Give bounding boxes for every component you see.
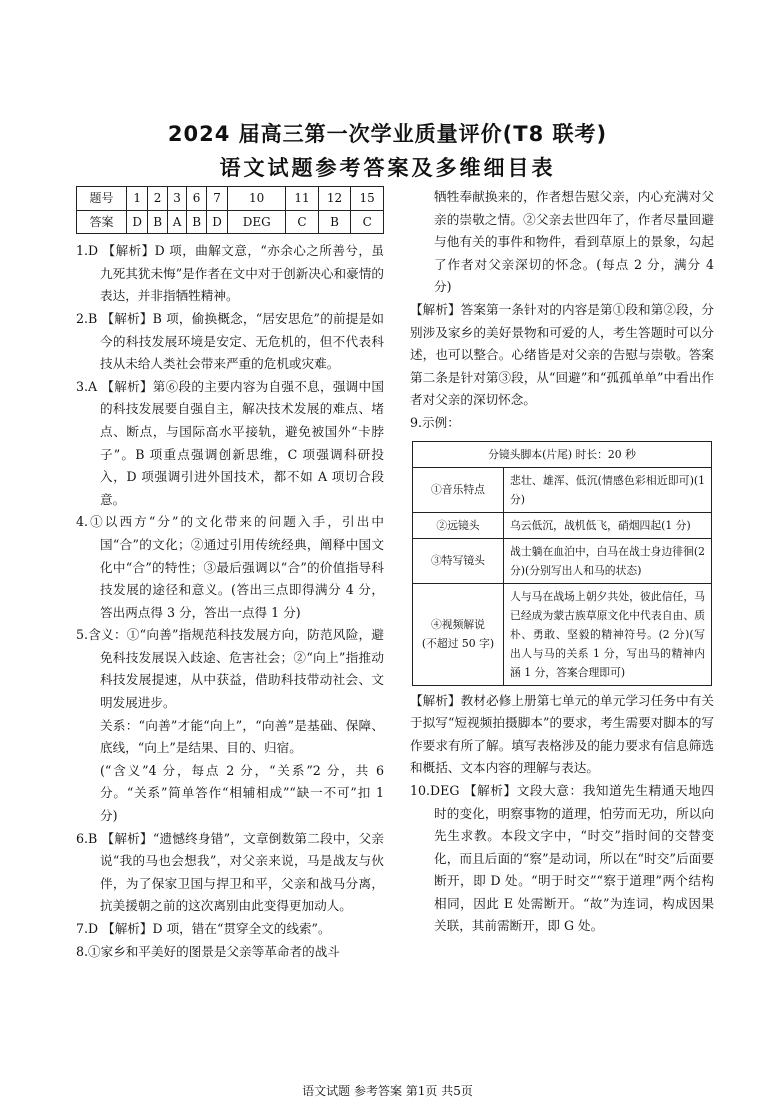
question-number: 3: [167, 187, 186, 211]
row-label-number: 题号: [77, 187, 127, 211]
answer-q2: 2.B 【解析】B 项，偷换概念，“居安思危”的前提是如今的科技发展环境是安定、无危机的，但不代表科技从未给人类社会带来严重的危机或灾难。: [76, 310, 384, 372]
page-title: 2024 届高三第一次学业质量评价(T8 联考): [167, 122, 608, 146]
answer-q7: 7.D 【解析】D 项，错在“贯穿全文的线索”。: [76, 921, 331, 936]
storyboard-row-label: ②远镜头: [413, 512, 504, 538]
storyboard-row: [413, 512, 712, 538]
answer-table-number-row: [77, 187, 384, 211]
answer-cell: A: [167, 210, 186, 234]
page-footer: 语文试题 参考答案 第1页 共5页: [302, 1084, 473, 1098]
left-column: [76, 186, 384, 963]
storyboard-row: [413, 467, 712, 512]
answer-q3: 3.A 【解析】第⑥段的主要内容为自强不息，强调中国的科技发展要自强自主，解决技术发展的难点、堵点、断点，与国际高水平接轨，避免被国外“卡脖子”。B 项重点强调创新思维，C 项强调科研投入，D 项强调引进外国技术，都不如 A 项切合段意。: [76, 378, 384, 507]
question-number: 10: [228, 187, 286, 211]
answer-q5-relation: 关系：“向善”才能“向上”，“向善”是基础、保障、底线，“向上”是结果、目的、归宿。: [100, 717, 384, 756]
answer-cell: DEG: [228, 210, 286, 234]
storyboard-row: [413, 538, 712, 583]
answer-q8-start: 8.①家乡和平美好的图景是父亲等革命者的战斗: [76, 943, 340, 959]
answer-cell: C: [286, 210, 319, 234]
page-subtitle: 语文试题参考答案及多维细目表: [219, 156, 556, 180]
storyboard-table: [412, 441, 712, 686]
answer-cell: B: [148, 210, 168, 234]
answer-q5-score: (“含义”4 分，每点 2 分，“关系”2 分，共 6 分。“关系”简单答作“相辅相成”“缺一不可”扣 1 分): [100, 762, 384, 824]
storyboard-label-note: (不超过 50 字): [421, 637, 495, 651]
answer-table-answer-row: [77, 210, 384, 234]
question-number: 7: [206, 187, 227, 211]
storyboard-header: 分镜头脚本(片尾) 时长：20 秒: [413, 441, 712, 467]
right-column: [410, 186, 714, 938]
answer-q8-analysis: 【解析】答案第一条针对的内容是第①段和第②段，分别涉及家乡的美好景物和可爱的人，考生答题时可以分述，也可以整合。心绪皆是对父亲的告慰与崇敬。答案第二条是针对第③段，从“回避”和“孤孤单单”中看出作者对父亲的深切怀念。: [410, 301, 714, 408]
answer-q9-label: 9.示例：: [410, 414, 460, 430]
answer-cell: C: [351, 210, 384, 234]
answer-q1: 1.D 【解析】D 项，曲解文意，“亦余心之所善兮，虽九死其犹未悔”是作者在文中对于创新决心和豪情的表达，并非指牺牲精神。: [76, 243, 384, 304]
answer-cell: B: [318, 210, 351, 234]
storyboard-label-main: ④视频解说: [431, 618, 485, 632]
question-number: 1: [127, 187, 148, 211]
answer-table: [76, 186, 384, 234]
question-number: 2: [148, 187, 168, 211]
storyboard-row-content: 人与马在战场上朝夕共处，彼此信任，马已经成为蒙古族草原文化中代表自由、质朴、勇敢、坚毅的精神符号。(2 分)(写出人与马的关系 1 分，写出马的精神内涵 1 分，答案合理即可): [504, 583, 712, 685]
question-number: 12: [318, 187, 351, 211]
answer-cell: D: [127, 210, 148, 234]
answer-cell: B: [187, 210, 207, 234]
storyboard-row-content: 战士躺在血泊中，白马在战士身边徘徊(2 分)(分别写出人和马的状态): [504, 538, 712, 583]
storyboard-row: [413, 583, 712, 685]
storyboard-row-content: 悲壮、雄浑、低沉(情感色彩相近即可)(1 分): [504, 467, 712, 512]
answer-cell: D: [206, 210, 227, 234]
question-number: 15: [351, 187, 384, 211]
answer-q5: 5.含义：①“向善”指规范科技发展方向，防范风险，避免科技发展误入歧途、危害社会；②“向上”指推动科技发展提速，从中获益，借助科技带动社会、文明发展进步。: [76, 627, 384, 711]
storyboard-header-row: [413, 441, 712, 467]
storyboard-row-label: [413, 583, 504, 685]
storyboard-row-label: ③特写镜头: [413, 538, 504, 583]
answer-q6: 6.B 【解析】“遗憾终身错”，文章倒数第二段中，父亲说“我的马也会想我”，对父亲来说，马是战友与伙伴，为了保家卫国与捍卫和平，父亲和战马分离，抗美援朝之前的这次离别由此变得更加动人。: [76, 830, 384, 914]
question-number: 6: [187, 187, 207, 211]
storyboard-row-label: ①音乐特点: [413, 467, 504, 512]
storyboard-row-content: 乌云低沉，战机低飞，硝烟四起(1 分): [504, 512, 712, 538]
question-number: 11: [286, 187, 319, 211]
answer-q9-analysis: 【解析】教材必修上册第七单元的单元学习任务中有关于拟写“短视频拍摄脚本”的要求，考生需要对脚本的写作要求有所了解。填写表格涉及的能力要求有信息筛选和概括、文本内容的理解与表达。: [410, 692, 714, 776]
row-label-answer: 答案: [77, 210, 127, 234]
answer-q8-continued: 牺牲奉献换来的，作者想告慰父亲，内心充满对父亲的崇敬之情。②父亲去世四年了，作者尽量回避与他有关的事件和物件，看到草原上的景象，勾起了作者对父亲深切的怀念。(每点 2 分，满分 4 分): [434, 189, 714, 295]
answer-q4: 4.①以西方“分”的文化带来的问题入手，引出中国“合”的文化；②通过引用传统经典，阐释中国文化中“合”的特性；③最后强调以“合”的价值指导科技发展的途径和意义。(答出三点即得满分 4 分，答出两点得 3 分，答出一点得 1 分): [76, 514, 384, 620]
answer-q10: 10.DEG 【解析】文段大意：我知道先生精通天地四时的变化，明察事物的道理，怕劳而无功，所以向先生求教。本段文字中，“时交”指时间的交替变化，而且后面的“察”是动词，所以在“时交”后面要断开，即 D 处。“明于时交”“察于道理”两个结构相同，因此 E 处需断开。“故”为连词，构成因果关联，其前需断开，即 G 处。: [410, 782, 714, 934]
